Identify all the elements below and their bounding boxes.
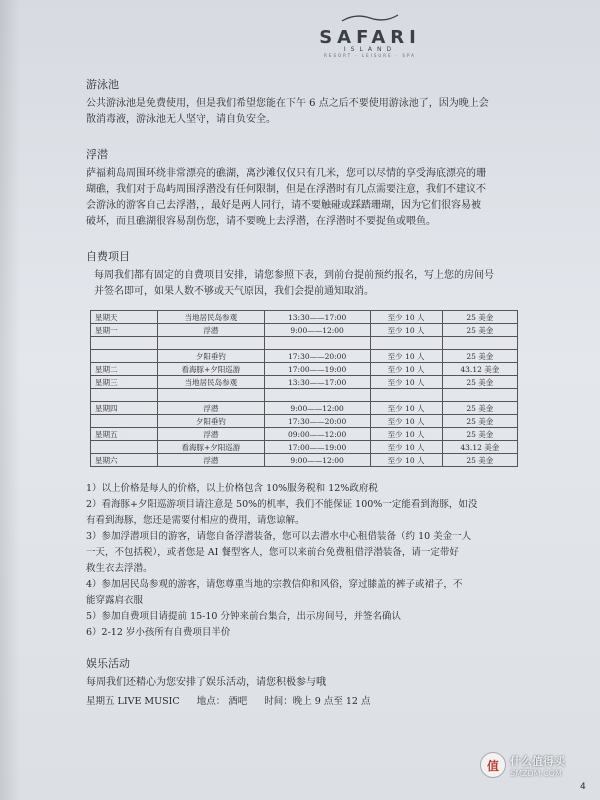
schedule-price-cell: 25 美金 (442, 376, 517, 389)
schedule-min-people-cell: 至少 10 人 (370, 402, 442, 415)
schedule-activity-cell: 看海豚+夕阳巡游 (158, 363, 265, 376)
schedule-row (91, 337, 518, 350)
entertainment-time: 时间：晚上 9 点至 12 点 (264, 696, 371, 707)
note-line: 3）参加浮潜项目的游客，请您自备浮潜装备，您可以去潜水中心租借装备（约 10 美金一人 (86, 531, 472, 542)
schedule-time-cell: 09:00——12:00 (264, 428, 370, 441)
note-line: 能穿露肩衣服 (86, 595, 144, 606)
schedule-min-people-cell: 至少 10 人 (370, 350, 442, 363)
schedule-price-cell: 25 美金 (442, 402, 517, 415)
smzdm-logo-icon: 值 (480, 752, 506, 778)
schedule-row (91, 363, 518, 376)
schedule-min-people-cell: 至少 10 人 (370, 324, 442, 337)
schedule-activity-cell: 浮潜 (158, 402, 265, 415)
page-edge-shadow (0, 0, 20, 800)
schedule-row (91, 376, 518, 389)
entertainment-heading: 娱乐活动 (86, 657, 130, 670)
schedule-day-cell (91, 337, 158, 350)
schedule-price-cell: 43.12 美金 (442, 441, 517, 454)
note-line: 救生衣去浮潜。 (86, 563, 153, 574)
pool-heading: 游泳池 (86, 78, 119, 91)
note-line: 6）2-12 岁小孩所有自费项目半价 (86, 627, 231, 638)
schedule-day-cell: 星期二 (91, 363, 158, 376)
schedule-min-people-cell: 至少 10 人 (370, 363, 442, 376)
schedule-time-cell: 9:00——12:00 (264, 324, 370, 337)
schedule-min-people-cell: 至少 10 人 (370, 311, 442, 324)
schedule-day-cell: 星期六 (91, 454, 158, 467)
schedule-row (91, 428, 518, 441)
schedule-day-cell (91, 350, 158, 363)
snorkel-section (86, 146, 556, 230)
entertainment-section (86, 655, 556, 707)
schedule-min-people-cell: 至少 10 人 (370, 428, 442, 441)
note-line: 4）参加居民岛参观的游客，请您尊重当地的宗教信仰和风俗，穿过膝盖的裤子或裙子，不 (86, 579, 463, 590)
logo-tag: RESORT · LEISURE · SPA (324, 53, 416, 58)
schedule-day-cell (91, 441, 158, 454)
schedule-activity-cell (158, 389, 265, 402)
snorkel-line: 瑚礁，我们对于岛屿周围浮潜没有任何限制，但是在浮潜时有几点需要注意，我们不建议不 (86, 184, 486, 195)
schedule-row (91, 311, 518, 324)
schedule-activity-cell: 浮潜 (158, 454, 265, 467)
schedule-day-cell: 星期三 (91, 376, 158, 389)
schedule-activity-cell: 当地居民岛参观 (158, 311, 265, 324)
schedule-activity-cell: 看海豚+夕阳巡游 (158, 441, 265, 454)
note-line: 5）参加自费项目请提前 15-10 分钟来前台集合，出示房间号，并签名确认 (86, 611, 401, 622)
excursions-heading: 自费项目 (86, 250, 130, 263)
schedule-min-people-cell: 至少 10 人 (370, 441, 442, 454)
schedule-activity-cell: 当地居民岛参观 (158, 376, 265, 389)
schedule-price-cell: 43.12 美金 (442, 363, 517, 376)
entertainment-detail (86, 693, 556, 707)
schedule-row (91, 441, 518, 454)
schedule-activity-cell: 夕阳垂钓 (158, 415, 265, 428)
watermark-title: 什么值得买 (510, 754, 565, 768)
schedule-day-cell (91, 389, 158, 402)
schedule-time-cell: 13:30——17:00 (264, 376, 370, 389)
schedule-time-cell: 9:00——12:00 (264, 454, 370, 467)
excursions-line: 并签名即可，如果人数不够或天气原因，我们会提前通知取消。 (94, 286, 374, 297)
schedule-activity-cell (158, 337, 265, 350)
schedule-time-cell: 17:30——20:00 (264, 415, 370, 428)
schedule-time-cell (264, 389, 370, 402)
document-body (86, 76, 556, 707)
smzdm-watermark (480, 752, 565, 778)
snorkel-heading: 浮潜 (86, 148, 108, 161)
schedule-min-people-cell: 至少 10 人 (370, 376, 442, 389)
schedule-time-cell: 17:00——19:00 (264, 363, 370, 376)
schedule-time-cell (264, 337, 370, 350)
schedule-price-cell (442, 337, 517, 350)
schedule-day-cell: 星期四 (91, 402, 158, 415)
schedule-row (91, 454, 518, 467)
excursions-line: 每周我们都有固定的自费项目安排，请您参照下表，到前台提前预约报名，写上您的房间号 (94, 270, 494, 281)
page-number: 4 (580, 782, 586, 792)
note-line: 1）以上价格是每人的价格，以上价格包含 10%服务税和 12%政府税 (86, 483, 378, 494)
schedule-price-cell: 25 美金 (442, 415, 517, 428)
schedule-row (91, 415, 518, 428)
schedule-day-cell (91, 415, 158, 428)
schedule-row (91, 350, 518, 363)
schedule-row (91, 402, 518, 415)
watermark-url: SMZDM.COM (510, 768, 562, 778)
note-line: 2）看海豚+夕阳巡游项目请注意是 50%的机率，我们不能保证 100%一定能看到海豚，如没 (86, 499, 478, 510)
entertainment-place: 地点： 酒吧 (196, 696, 248, 707)
schedule-price-cell: 25 美金 (442, 311, 517, 324)
schedule-time-cell: 17:00——19:00 (264, 441, 370, 454)
pool-line: 公共游泳池是免费使用，但是我们希望您能在下午 6 点之后不要使用游泳池了，因为晚上会 (86, 98, 489, 109)
schedule-day-cell: 星期天 (91, 311, 158, 324)
schedule-table (90, 310, 518, 467)
note-line: 有看到海豚，您还是需要付相应的费用，请您谅解。 (86, 515, 305, 526)
entertainment-day: 星期五 LIVE MUSIC (86, 696, 180, 707)
entertainment-line: 每周我们还精心为您安排了娱乐活动，请您积极参与哦 (86, 677, 326, 688)
schedule-activity-cell: 浮潜 (158, 428, 265, 441)
snorkel-line: 破坏，而且礁湖很容易刮伤您，请不要晚上去浮潜，在浮潜时不要捉鱼或喂鱼。 (86, 216, 436, 227)
schedule-price-cell: 25 美金 (442, 454, 517, 467)
logo-wave-icon (340, 13, 400, 23)
schedule-day-cell: 星期五 (91, 428, 158, 441)
schedule-min-people-cell (370, 337, 442, 350)
schedule-min-people-cell: 至少 10 人 (370, 454, 442, 467)
schedule-price-cell: 25 美金 (442, 350, 517, 363)
schedule-activity-cell: 浮潜 (158, 324, 265, 337)
pool-line: 散消毒液，游泳池无人坚守，请自负安全。 (86, 114, 276, 125)
schedule-min-people-cell: 至少 10 人 (370, 415, 442, 428)
snorkel-line: 会游泳的游客自己去浮潜，，最好是两人同行，请不要触碰或踩踏珊瑚，因为它们很容易被 (86, 200, 481, 211)
logo-sub: ISLAND (343, 46, 397, 53)
note-line: 一天，不包括税），或者您是 AI 餐型客人，您可以来前台免费租借浮潜装备，请一定带好 (86, 547, 459, 558)
schedule-row (91, 324, 518, 337)
schedule-row (91, 389, 518, 402)
schedule-day-cell: 星期一 (91, 324, 158, 337)
logo-word: SAFARI (319, 27, 421, 48)
schedule-time-cell: 13:30——17:00 (264, 311, 370, 324)
schedule-price-cell (442, 389, 517, 402)
schedule-activity-cell: 夕阳垂钓 (158, 350, 265, 363)
schedule-min-people-cell (370, 389, 442, 402)
notes-section (86, 481, 556, 641)
schedule-price-cell: 25 美金 (442, 324, 517, 337)
pool-section (86, 76, 556, 128)
schedule-price-cell: 25 美金 (442, 428, 517, 441)
schedule-time-cell: 9:00——12:00 (264, 402, 370, 415)
excursions-section (86, 248, 556, 467)
watermark-text (510, 753, 565, 778)
snorkel-line: 萨福莉岛周围环绕非常漂亮的礁湖，离沙滩仅仅只有几米，您可以尽情的享受海底漂亮的珊 (86, 168, 486, 179)
safari-island-logo (300, 8, 440, 58)
schedule-time-cell: 17:30——20:00 (264, 350, 370, 363)
